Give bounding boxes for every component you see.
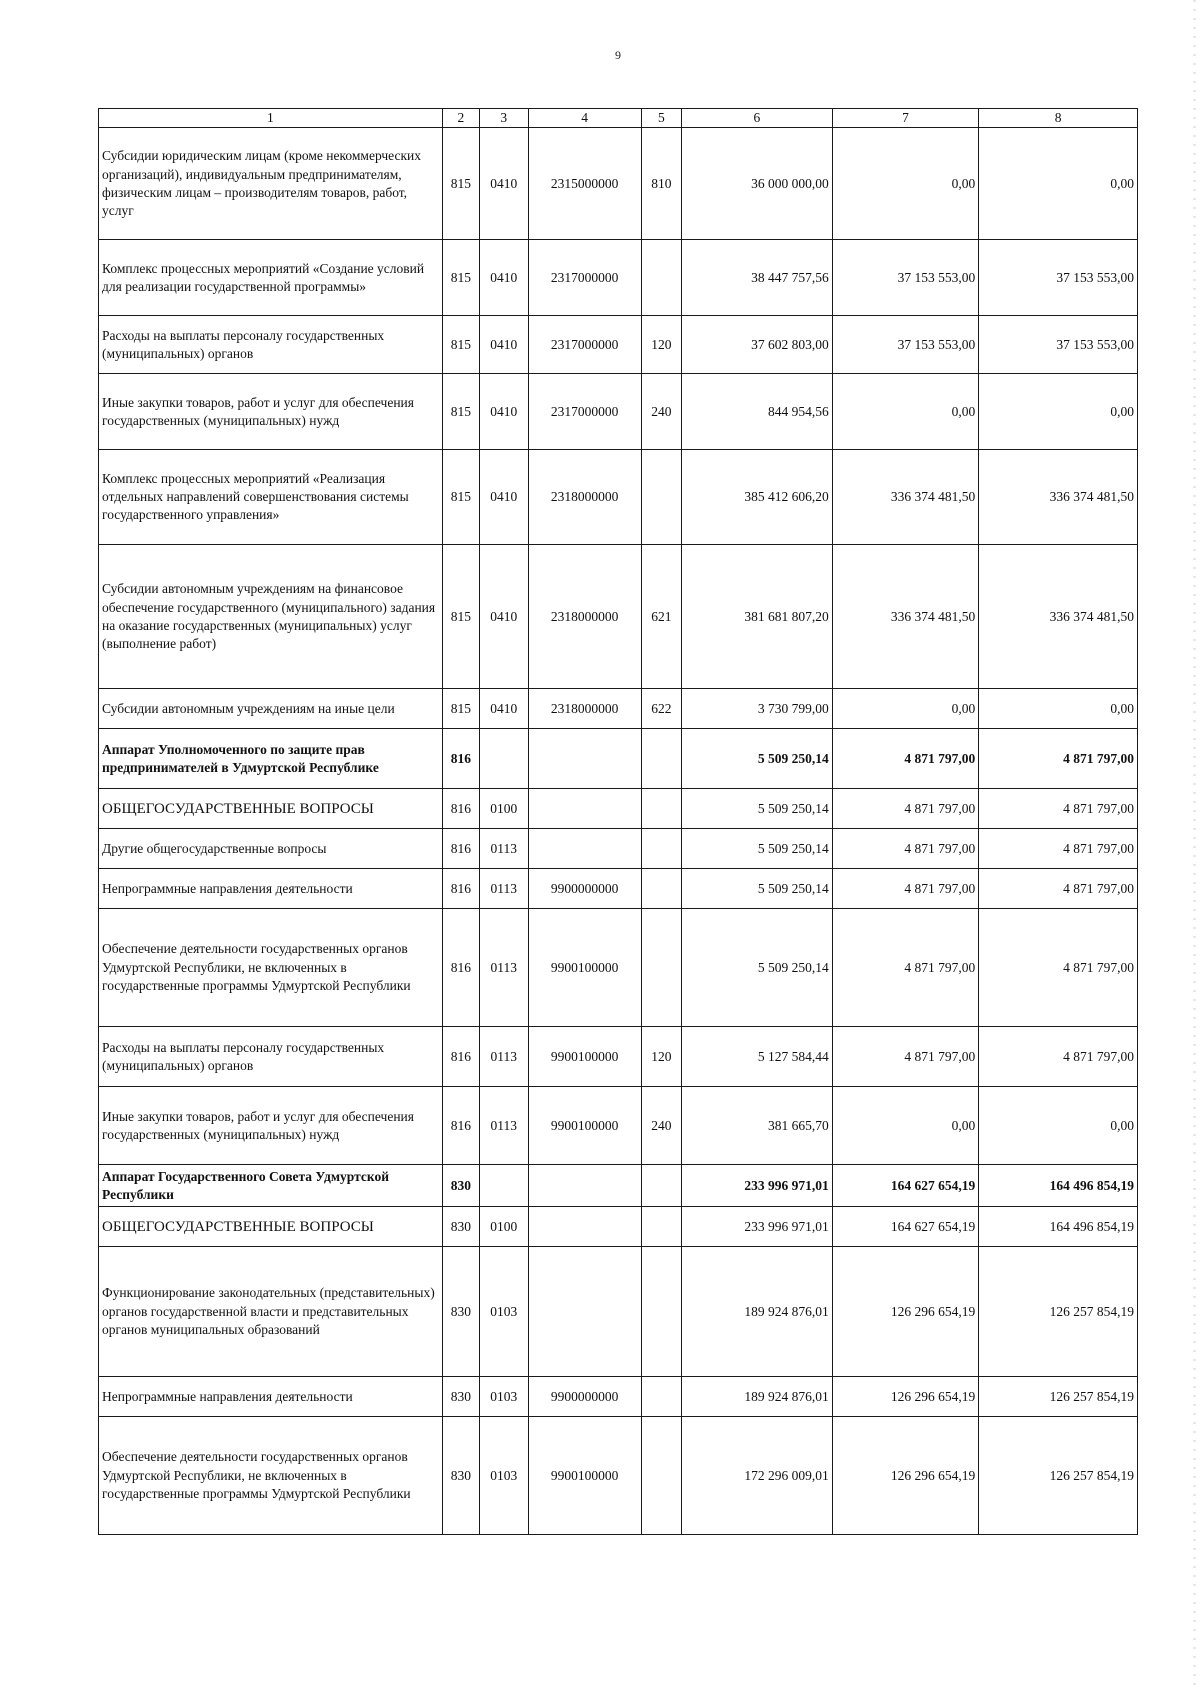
cell-amount-6: 5 509 250,14 xyxy=(682,909,833,1027)
cell-amount-8: 0,00 xyxy=(979,374,1138,450)
cell-expense-type xyxy=(641,1377,681,1417)
cell-amount-7: 4 871 797,00 xyxy=(832,829,979,869)
cell-ministry: 816 xyxy=(442,869,479,909)
cell-ministry: 830 xyxy=(442,1165,479,1207)
table-row xyxy=(99,316,1138,374)
cell-amount-6: 37 602 803,00 xyxy=(682,316,833,374)
table-row xyxy=(99,829,1138,869)
row-name: Субсидии юридическим лицам (кроме некоммерческих организаций), индивидуальным предпринимателям, физическим лицам – производителям товаров, работ, услуг xyxy=(99,128,443,240)
table-row xyxy=(99,789,1138,829)
cell-amount-7: 4 871 797,00 xyxy=(832,869,979,909)
cell-amount-6: 36 000 000,00 xyxy=(682,128,833,240)
table-row xyxy=(99,1377,1138,1417)
cell-amount-7: 164 627 654,19 xyxy=(832,1207,979,1247)
cell-expense-type: 622 xyxy=(641,689,681,729)
cell-section: 0410 xyxy=(480,450,529,545)
cell-target-article: 2315000000 xyxy=(528,128,641,240)
row-name: Обеспечение деятельности государственных органов Удмуртской Республики, не включенных в государственные программы Удмуртской Республики xyxy=(99,1417,443,1535)
budget-table xyxy=(98,108,1138,1535)
cell-amount-7: 0,00 xyxy=(832,374,979,450)
cell-amount-8: 336 374 481,50 xyxy=(979,450,1138,545)
table-row xyxy=(99,128,1138,240)
table-row xyxy=(99,1247,1138,1377)
cell-expense-type xyxy=(641,450,681,545)
cell-amount-7: 4 871 797,00 xyxy=(832,909,979,1027)
cell-target-article: 9900100000 xyxy=(528,1087,641,1165)
cell-expense-type xyxy=(641,1247,681,1377)
cell-amount-7: 4 871 797,00 xyxy=(832,789,979,829)
cell-amount-7: 126 296 654,19 xyxy=(832,1417,979,1535)
cell-amount-7: 336 374 481,50 xyxy=(832,450,979,545)
cell-amount-8: 0,00 xyxy=(979,1087,1138,1165)
row-name: Иные закупки товаров, работ и услуг для обеспечения государственных (муниципальных) нужд xyxy=(99,1087,443,1165)
cell-amount-6: 172 296 009,01 xyxy=(682,1417,833,1535)
cell-ministry: 815 xyxy=(442,689,479,729)
scan-edge-artifact xyxy=(1193,0,1196,1686)
table-row xyxy=(99,374,1138,450)
header-cell: 3 xyxy=(480,109,529,128)
row-name: Непрограммные направления деятельности xyxy=(99,1377,443,1417)
table-row xyxy=(99,909,1138,1027)
cell-amount-6: 381 681 807,20 xyxy=(682,545,833,689)
cell-expense-type xyxy=(641,1207,681,1247)
cell-amount-7: 336 374 481,50 xyxy=(832,545,979,689)
cell-target-article: 2317000000 xyxy=(528,374,641,450)
cell-section: 0113 xyxy=(480,1027,529,1087)
cell-ministry: 830 xyxy=(442,1207,479,1247)
cell-amount-8: 4 871 797,00 xyxy=(979,729,1138,789)
cell-amount-8: 4 871 797,00 xyxy=(979,869,1138,909)
cell-ministry: 830 xyxy=(442,1247,479,1377)
cell-expense-type xyxy=(641,729,681,789)
cell-amount-8: 126 257 854,19 xyxy=(979,1417,1138,1535)
cell-expense-type: 810 xyxy=(641,128,681,240)
cell-target-article xyxy=(528,789,641,829)
table-row xyxy=(99,1165,1138,1207)
cell-ministry: 830 xyxy=(442,1417,479,1535)
cell-target-article: 9900100000 xyxy=(528,1027,641,1087)
cell-section: 0103 xyxy=(480,1417,529,1535)
page-number: 9 xyxy=(615,48,621,62)
table-row xyxy=(99,689,1138,729)
cell-section: 0410 xyxy=(480,374,529,450)
header-cell: 7 xyxy=(832,109,979,128)
cell-expense-type xyxy=(641,909,681,1027)
cell-amount-7: 126 296 654,19 xyxy=(832,1247,979,1377)
cell-section: 0113 xyxy=(480,829,529,869)
cell-target-article xyxy=(528,1207,641,1247)
cell-section: 0100 xyxy=(480,789,529,829)
cell-amount-8: 4 871 797,00 xyxy=(979,829,1138,869)
cell-target-article xyxy=(528,829,641,869)
cell-ministry: 816 xyxy=(442,1087,479,1165)
cell-amount-6: 233 996 971,01 xyxy=(682,1207,833,1247)
cell-expense-type xyxy=(641,829,681,869)
cell-expense-type xyxy=(641,1165,681,1207)
row-name: Аппарат Уполномоченного по защите прав предпринимателей в Удмуртской Республике xyxy=(99,729,443,789)
cell-target-article: 9900100000 xyxy=(528,909,641,1027)
cell-amount-6: 5 509 250,14 xyxy=(682,789,833,829)
cell-target-article: 2317000000 xyxy=(528,316,641,374)
row-name: Аппарат Государственного Совета Удмуртской Республики xyxy=(99,1165,443,1207)
cell-ministry: 830 xyxy=(442,1377,479,1417)
cell-amount-6: 189 924 876,01 xyxy=(682,1247,833,1377)
table-row xyxy=(99,450,1138,545)
table-row xyxy=(99,729,1138,789)
cell-amount-8: 164 496 854,19 xyxy=(979,1207,1138,1247)
cell-ministry: 815 xyxy=(442,374,479,450)
cell-target-article: 2317000000 xyxy=(528,240,641,316)
cell-ministry: 816 xyxy=(442,1027,479,1087)
cell-section: 0410 xyxy=(480,128,529,240)
cell-amount-8: 4 871 797,00 xyxy=(979,789,1138,829)
cell-target-article xyxy=(528,729,641,789)
row-name: Комплекс процессных мероприятий «Создание условий для реализации государственной программы» xyxy=(99,240,443,316)
cell-amount-6: 381 665,70 xyxy=(682,1087,833,1165)
cell-amount-8: 4 871 797,00 xyxy=(979,1027,1138,1087)
row-name: Комплекс процессных мероприятий «Реализация отдельных направлений совершенствования системы государственного управления» xyxy=(99,450,443,545)
cell-target-article: 9900000000 xyxy=(528,869,641,909)
cell-section: 0410 xyxy=(480,689,529,729)
cell-ministry: 816 xyxy=(442,729,479,789)
cell-section: 0113 xyxy=(480,1087,529,1165)
cell-amount-6: 5 509 250,14 xyxy=(682,729,833,789)
table-row xyxy=(99,1087,1138,1165)
table-row xyxy=(99,1027,1138,1087)
header-cell: 1 xyxy=(99,109,443,128)
cell-expense-type: 240 xyxy=(641,1087,681,1165)
cell-target-article: 2318000000 xyxy=(528,450,641,545)
cell-amount-7: 4 871 797,00 xyxy=(832,1027,979,1087)
cell-amount-7: 0,00 xyxy=(832,128,979,240)
table-row xyxy=(99,1417,1138,1535)
cell-ministry: 815 xyxy=(442,450,479,545)
table-row xyxy=(99,545,1138,689)
cell-amount-6: 844 954,56 xyxy=(682,374,833,450)
row-name: Субсидии автономным учреждениям на финансовое обеспечение государственного (муниципального) задания на оказание государственных (муниципальных) услуг (выполнение работ) xyxy=(99,545,443,689)
cell-amount-8: 336 374 481,50 xyxy=(979,545,1138,689)
cell-amount-7: 0,00 xyxy=(832,1087,979,1165)
header-cell: 6 xyxy=(682,109,833,128)
cell-amount-6: 5 509 250,14 xyxy=(682,829,833,869)
cell-expense-type xyxy=(641,789,681,829)
cell-ministry: 815 xyxy=(442,545,479,689)
row-name: Расходы на выплаты персоналу государственных (муниципальных) органов xyxy=(99,316,443,374)
row-name: Иные закупки товаров, работ и услуг для обеспечения государственных (муниципальных) нужд xyxy=(99,374,443,450)
cell-section: 0113 xyxy=(480,909,529,1027)
cell-amount-6: 233 996 971,01 xyxy=(682,1165,833,1207)
cell-amount-8: 126 257 854,19 xyxy=(979,1247,1138,1377)
cell-amount-8: 37 153 553,00 xyxy=(979,240,1138,316)
row-name: Другие общегосударственные вопросы xyxy=(99,829,443,869)
cell-target-article xyxy=(528,1165,641,1207)
row-name: Обеспечение деятельности государственных органов Удмуртской Республики, не включенных в государственные программы Удмуртской Республики xyxy=(99,909,443,1027)
cell-amount-6: 38 447 757,56 xyxy=(682,240,833,316)
cell-amount-7: 126 296 654,19 xyxy=(832,1377,979,1417)
cell-expense-type: 120 xyxy=(641,316,681,374)
cell-ministry: 816 xyxy=(442,829,479,869)
cell-amount-6: 5 127 584,44 xyxy=(682,1027,833,1087)
cell-expense-type xyxy=(641,1417,681,1535)
header-cell: 4 xyxy=(528,109,641,128)
cell-target-article: 2318000000 xyxy=(528,689,641,729)
row-name: ОБЩЕГОСУДАРСТВЕННЫЕ ВОПРОСЫ xyxy=(99,789,443,829)
header-cell: 2 xyxy=(442,109,479,128)
cell-section: 0410 xyxy=(480,545,529,689)
cell-amount-7: 37 153 553,00 xyxy=(832,316,979,374)
table-row xyxy=(99,1207,1138,1247)
row-name: Субсидии автономным учреждениям на иные цели xyxy=(99,689,443,729)
cell-ministry: 816 xyxy=(442,789,479,829)
cell-section xyxy=(480,729,529,789)
cell-expense-type: 240 xyxy=(641,374,681,450)
cell-section: 0410 xyxy=(480,316,529,374)
header-cell: 5 xyxy=(641,109,681,128)
header-row xyxy=(99,109,1138,128)
cell-amount-6: 189 924 876,01 xyxy=(682,1377,833,1417)
cell-target-article: 2318000000 xyxy=(528,545,641,689)
row-name: ОБЩЕГОСУДАРСТВЕННЫЕ ВОПРОСЫ xyxy=(99,1207,443,1247)
cell-expense-type xyxy=(641,869,681,909)
header-cell: 8 xyxy=(979,109,1138,128)
cell-amount-7: 37 153 553,00 xyxy=(832,240,979,316)
cell-section: 0113 xyxy=(480,869,529,909)
cell-amount-7: 164 627 654,19 xyxy=(832,1165,979,1207)
cell-target-article xyxy=(528,1247,641,1377)
cell-target-article: 9900100000 xyxy=(528,1417,641,1535)
cell-expense-type: 621 xyxy=(641,545,681,689)
cell-amount-8: 0,00 xyxy=(979,128,1138,240)
cell-amount-8: 126 257 854,19 xyxy=(979,1377,1138,1417)
cell-section: 0103 xyxy=(480,1247,529,1377)
cell-amount-7: 0,00 xyxy=(832,689,979,729)
cell-section: 0100 xyxy=(480,1207,529,1247)
cell-ministry: 815 xyxy=(442,240,479,316)
cell-amount-8: 4 871 797,00 xyxy=(979,909,1138,1027)
row-name: Функционирование законодательных (представительных) органов государственной власти и представительных органов муниципальных образований xyxy=(99,1247,443,1377)
row-name: Расходы на выплаты персоналу государственных (муниципальных) органов xyxy=(99,1027,443,1087)
cell-ministry: 815 xyxy=(442,128,479,240)
cell-amount-6: 3 730 799,00 xyxy=(682,689,833,729)
cell-section: 0410 xyxy=(480,240,529,316)
table-row xyxy=(99,240,1138,316)
row-name: Непрограммные направления деятельности xyxy=(99,869,443,909)
cell-amount-7: 4 871 797,00 xyxy=(832,729,979,789)
cell-target-article: 9900000000 xyxy=(528,1377,641,1417)
cell-amount-8: 164 496 854,19 xyxy=(979,1165,1138,1207)
cell-expense-type: 120 xyxy=(641,1027,681,1087)
cell-amount-6: 5 509 250,14 xyxy=(682,869,833,909)
cell-amount-6: 385 412 606,20 xyxy=(682,450,833,545)
cell-section: 0103 xyxy=(480,1377,529,1417)
cell-ministry: 815 xyxy=(442,316,479,374)
cell-ministry: 816 xyxy=(442,909,479,1027)
cell-section xyxy=(480,1165,529,1207)
cell-amount-8: 37 153 553,00 xyxy=(979,316,1138,374)
cell-amount-8: 0,00 xyxy=(979,689,1138,729)
table-row xyxy=(99,869,1138,909)
cell-expense-type xyxy=(641,240,681,316)
